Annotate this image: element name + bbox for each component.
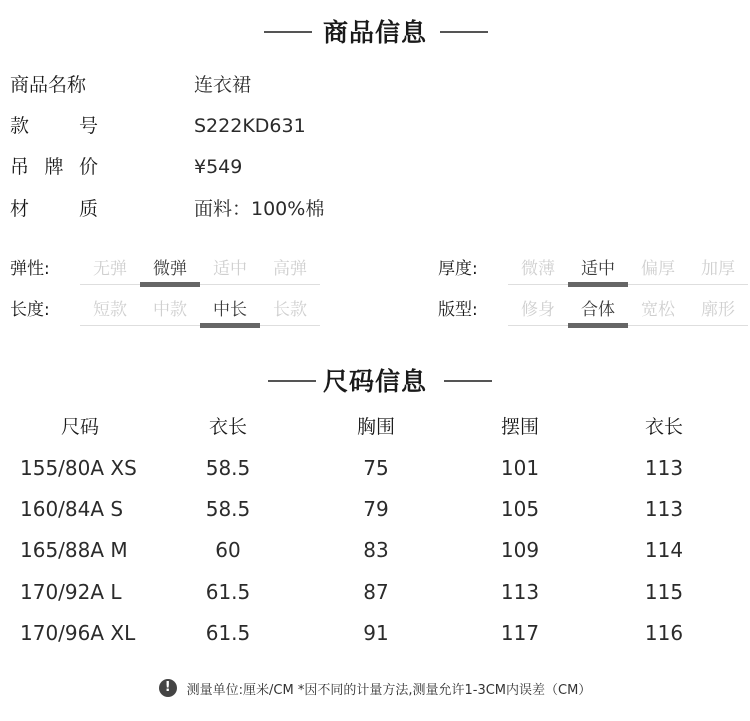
- size-cell: 170/92A L: [20, 580, 122, 604]
- attr-label: 长度:: [10, 300, 50, 320]
- title-left-rule: [264, 31, 312, 33]
- title-right-rule: [444, 380, 492, 382]
- attr-option-thickness-2[interactable]: 适中: [568, 255, 628, 287]
- attr-length: [10, 296, 310, 330]
- chest-cell: 91: [363, 621, 389, 645]
- label-char: 号: [78, 115, 98, 137]
- attr-option-length-4[interactable]: 长款: [260, 296, 320, 326]
- length-cell: 61.5: [205, 580, 251, 604]
- attr-label: 弹性:: [10, 259, 50, 279]
- length-cell-2: 116: [644, 621, 684, 645]
- size-cell: 165/88A M: [20, 538, 128, 562]
- measurement-note: [0, 676, 750, 700]
- length-cell: 60: [215, 538, 241, 562]
- product-section-title: [0, 13, 750, 49]
- attr-label: 厚度:: [438, 259, 478, 279]
- hem-cell: 117: [500, 621, 540, 645]
- chest-cell: 75: [363, 456, 389, 480]
- chest-cell: 87: [363, 580, 389, 604]
- table-row: [0, 451, 750, 485]
- length-cell-2: 113: [644, 456, 684, 480]
- length-cell: 58.5: [205, 456, 251, 480]
- label-char: 质: [78, 198, 98, 220]
- header-cell: 衣长: [644, 416, 683, 438]
- size-table-header: [0, 410, 750, 444]
- label-char: 牌: [44, 156, 64, 178]
- attr-fit: [438, 296, 738, 330]
- info-value: ¥549: [194, 156, 243, 178]
- attr-option-fit-4[interactable]: 廓形: [688, 296, 748, 326]
- attr-option-fit-2[interactable]: 合体: [568, 296, 628, 328]
- product-section-title-text: 商品信息: [322, 18, 427, 47]
- attr-elasticity: [10, 255, 310, 289]
- label-char: 材: [10, 198, 30, 220]
- attr-option-thickness-1[interactable]: 微薄: [508, 255, 568, 285]
- info-value: 连衣裙: [194, 74, 252, 96]
- attr-option-fit-3[interactable]: 宽松: [628, 296, 688, 326]
- table-row: [0, 533, 750, 567]
- size-section-title: [0, 362, 750, 398]
- exclamation-icon: !: [159, 679, 177, 697]
- length-cell-2: 113: [644, 497, 684, 521]
- info-value: 面料：100%棉: [194, 198, 325, 220]
- length-cell-2: 114: [644, 538, 684, 562]
- info-label: 商品名称: [10, 74, 87, 96]
- label-char: 价: [78, 156, 98, 178]
- attr-option-length-2[interactable]: 中款: [140, 296, 200, 326]
- size-cell: 160/84A S: [20, 497, 124, 521]
- length-cell: 58.5: [205, 497, 251, 521]
- title-left-rule: [268, 380, 316, 382]
- attr-option-elasticity-1[interactable]: 无弹: [80, 255, 140, 285]
- attr-option-length-3[interactable]: 中长: [200, 296, 260, 328]
- attr-option-thickness-3[interactable]: 偏厚: [628, 255, 688, 285]
- info-label: [10, 152, 98, 182]
- attr-option-fit-1[interactable]: 修身: [508, 296, 568, 326]
- attr-option-elasticity-4[interactable]: 高弹: [260, 255, 320, 285]
- label-char: 款: [10, 115, 30, 137]
- table-row: [0, 492, 750, 526]
- chest-cell: 83: [363, 538, 389, 562]
- info-value: S222KD631: [194, 115, 306, 137]
- attr-thickness: [438, 255, 738, 289]
- header-cell: 尺码: [60, 416, 99, 438]
- length-cell: 61.5: [205, 621, 251, 645]
- table-row: [0, 616, 750, 650]
- size-section-title-text: 尺码信息: [322, 367, 427, 396]
- attr-label: 版型:: [438, 300, 478, 320]
- size-cell: 170/96A XL: [20, 621, 136, 645]
- attr-option-thickness-4[interactable]: 加厚: [688, 255, 748, 285]
- hem-cell: 113: [500, 580, 540, 604]
- table-row: [0, 575, 750, 609]
- attr-option-elasticity-3[interactable]: 适中: [200, 255, 260, 285]
- note-text: 测量单位:厘米/CM *因不同的计量方法,测量允许1-3CM内误差（CM）: [186, 682, 592, 698]
- hem-cell: 109: [500, 538, 540, 562]
- info-label: [10, 194, 98, 224]
- attr-option-elasticity-2[interactable]: 微弹: [140, 255, 200, 287]
- hem-cell: 101: [500, 456, 540, 480]
- header-cell: 摆围: [500, 416, 539, 438]
- length-cell-2: 115: [644, 580, 684, 604]
- size-cell: 155/80A XS: [20, 456, 137, 480]
- header-cell: 衣长: [208, 416, 247, 438]
- header-cell: 胸围: [356, 416, 395, 438]
- attr-option-length-1[interactable]: 短款: [80, 296, 140, 326]
- title-right-rule: [440, 31, 488, 33]
- label-char: 吊: [10, 156, 30, 178]
- chest-cell: 79: [363, 497, 389, 521]
- hem-cell: 105: [500, 497, 540, 521]
- info-label: [10, 111, 98, 141]
